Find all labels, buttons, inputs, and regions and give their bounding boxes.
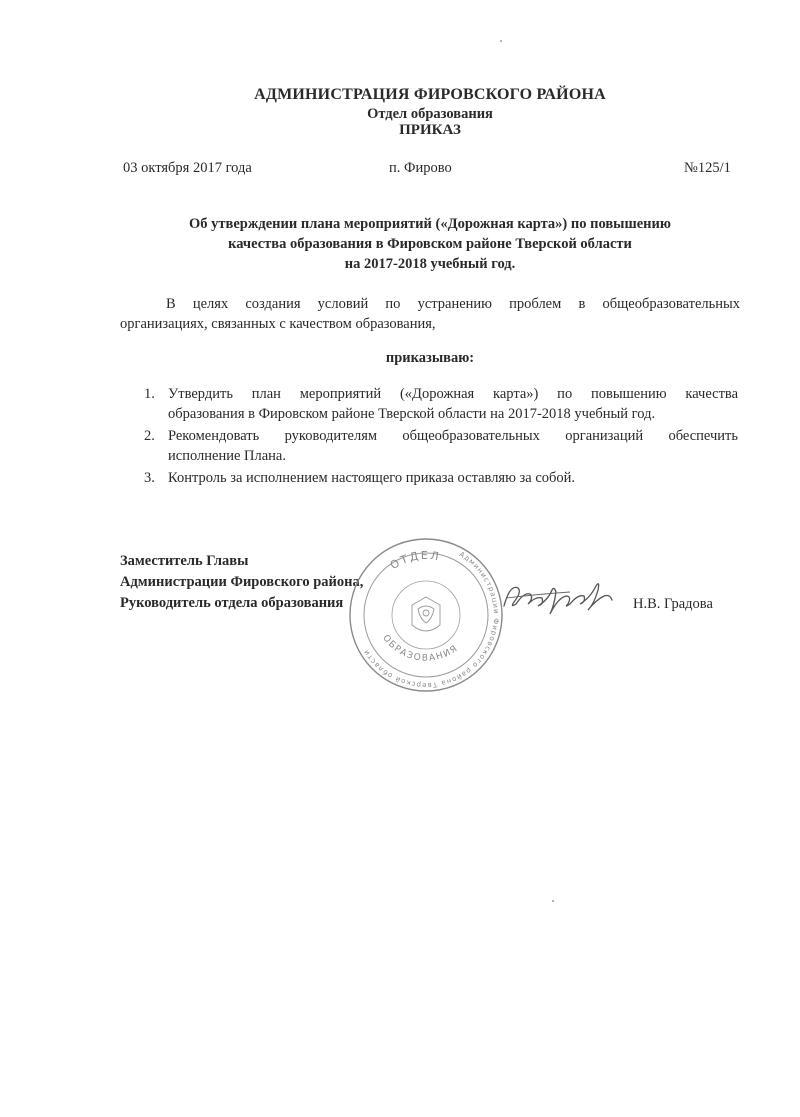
scan-speck [552, 900, 554, 902]
item-number: 1. [144, 386, 155, 402]
order-date: 03 октября 2017 года [123, 160, 252, 176]
order-place: п. Фирово [389, 160, 452, 176]
stamp-ring-top: ОТДЕЛ [387, 548, 442, 573]
signatory-line-1: Заместитель Главы [120, 553, 249, 569]
header-organization: АДМИНИСТРАЦИЯ ФИРОВСКОГО РАЙОНА [254, 86, 606, 103]
order-word: приказываю: [385, 350, 475, 366]
preamble-line-2: организациях, связанных с качеством образования, [120, 316, 436, 332]
title-line-1: Об утверждении плана мероприятий («Дорожная карта») по повышению [189, 216, 671, 232]
title-line-2: качества образования в Фировском районе Тверской области [228, 236, 632, 252]
official-seal-stamp [346, 535, 506, 695]
scan-speck [500, 40, 502, 42]
svg-text:ОТДЕЛ [388, 549, 442, 572]
item-2-line-2: исполнение Плана. [168, 448, 286, 464]
item-number: 3. [144, 470, 155, 486]
handwritten-signature [500, 574, 615, 618]
item-1-line-1: Утвердить план мероприятий («Дорожная карта») по повышению качества [168, 386, 738, 402]
signatory-line-2: Администрации Фировского района, [120, 574, 364, 590]
item-number: 2. [144, 428, 155, 444]
emblem-icon [412, 597, 440, 631]
item-3-line-1: Контроль за исполнением настоящего приказа оставляю за собой. [168, 470, 576, 486]
preamble-line-1: В целях создания условий по устранению проблем в общеобразовательных [166, 296, 740, 312]
stamp-ring-side: Администрации Фировского района Тверской области [361, 550, 501, 690]
header-doc-type: ПРИКАЗ [399, 122, 461, 138]
item-1-line-2: образования в Фировском районе Тверской области на 2017-2018 учебный год. [168, 406, 656, 422]
signatory-line-3: Руководитель отдела образования [120, 595, 344, 611]
signatory-name: Н.В. Градова [633, 596, 713, 612]
order-number: №125/1 [684, 160, 731, 176]
header-department: Отдел образования [367, 106, 493, 122]
title-line-3: на 2017-2018 учебный год. [344, 256, 516, 272]
stamp-ring-bottom: ОБРАЗОВАНИЯ [380, 633, 461, 664]
item-2-line-1: Рекомендовать руководителям общеобразовательных организаций обеспечить [168, 428, 738, 444]
